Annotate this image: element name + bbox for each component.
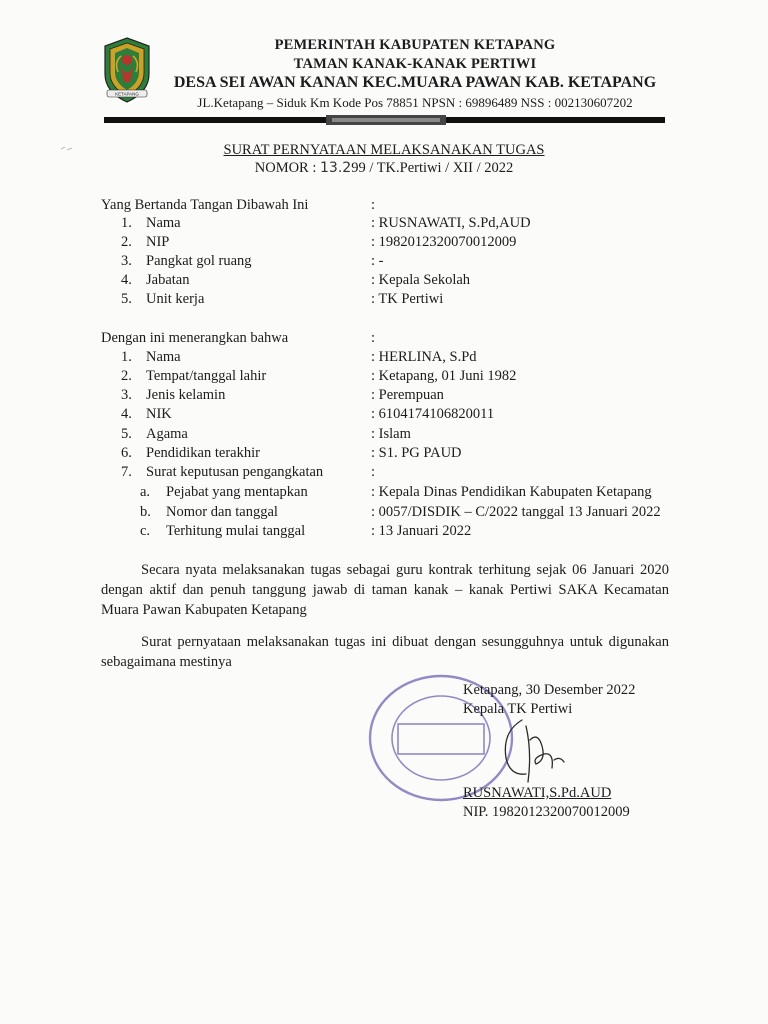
section2-subnum: c. xyxy=(140,523,151,539)
section2-label: NIK xyxy=(146,406,172,422)
section1-heading-colon: : xyxy=(371,197,376,213)
section2-label: Agama xyxy=(146,426,188,442)
letterhead-government: PEMERINTAH KABUPATEN KETAPANG xyxy=(274,37,556,53)
section2-label: Tempat/tanggal lahir xyxy=(146,368,267,384)
section2-num: 3. xyxy=(121,387,132,403)
letterhead-village: DESA SEI AWAN KANAN KEC.MUARA PAWAN KAB. KETAPANG xyxy=(173,74,657,91)
section2-value: : Islam xyxy=(371,426,411,442)
section2-value: : xyxy=(371,464,376,480)
section1-heading: Yang Bertanda Tangan Dibawah Ini xyxy=(101,197,309,213)
section1-num: 2. xyxy=(121,234,132,250)
section2-label: Pendidikan terakhir xyxy=(146,445,260,461)
section2-heading: Dengan ini menerangkan bahwa xyxy=(101,330,289,346)
body-paragraph-1: Secara nyata melaksanakan tugas sebagai guru kontrak terhitung sejak 06 Januari 2020 dengan aktif dan penuh tanggung jawab di taman kanak – kanak Pertiwi SAKA Kecamatan Muara Pawan Kabupaten Ketapang xyxy=(101,562,669,618)
sign-nip: NIP. 1982012320070012009 xyxy=(463,804,630,820)
section2-value: : Perempuan xyxy=(371,387,444,403)
section1-num: 4. xyxy=(121,272,132,288)
section2-num: 6. xyxy=(121,445,132,461)
section2-value: : 6104174106820011 xyxy=(371,406,495,422)
scan-mark-icon xyxy=(60,145,74,153)
letterhead-rule xyxy=(104,115,665,127)
section1-value: : Kepala Sekolah xyxy=(371,272,471,288)
section2-sublabel: Terhitung mulai tanggal xyxy=(166,523,306,539)
section2-label: Jenis kelamin xyxy=(146,387,226,403)
section1-value: : TK Pertiwi xyxy=(371,291,444,307)
section2-sublabel: Pejabat yang mentapkan xyxy=(166,484,308,500)
section2-subvalue: : Kepala Dinas Pendidikan Kabupaten Ketapang xyxy=(371,484,652,500)
section2-num: 7. xyxy=(121,464,132,480)
handwritten-signature-icon xyxy=(492,712,580,790)
section2-subvalue: : 0057/DISDIK – C/2022 tanggal 13 Januari 2022 xyxy=(371,504,661,520)
sign-place-date: Ketapang, 30 Desember 2022 xyxy=(463,682,636,698)
section1-value: : RUSNAWATI, S.Pd,AUD xyxy=(371,215,531,231)
section1-value: : - xyxy=(371,253,384,269)
section1-label: Jabatan xyxy=(146,272,190,288)
section2-label: Nama xyxy=(146,349,181,365)
nomor-suffix: 99 / TK.Pertiwi / XII / 2022 xyxy=(351,160,514,176)
section2-value: : HERLINA, S.Pd xyxy=(371,349,477,365)
logo-ribbon-text: KETAPANG xyxy=(115,91,139,97)
sign-name: RUSNAWATI,S.Pd.AUD xyxy=(463,785,612,801)
section2-num: 2. xyxy=(121,368,132,384)
section2-heading-colon: : xyxy=(371,330,376,346)
section1-num: 3. xyxy=(121,253,132,269)
section1-value: : 1982012320070012009 xyxy=(371,234,517,250)
document-number xyxy=(0,160,768,177)
section1-label: Pangkat gol ruang xyxy=(146,253,252,269)
section2-value: : Ketapang, 01 Juni 1982 xyxy=(371,368,517,384)
section2-num: 1. xyxy=(121,349,132,365)
section2-subvalue: : 13 Januari 2022 xyxy=(371,523,472,539)
section2-subnum: b. xyxy=(140,504,151,520)
section2-subnum: a. xyxy=(140,484,151,500)
section2-num: 5. xyxy=(121,426,132,442)
document-title: SURAT PERNYATAAN MELAKSANAKAN TUGAS xyxy=(223,142,545,158)
letterhead-school: TAMAN KANAK-KANAK PERTIWI xyxy=(293,56,537,72)
section2-label: Surat keputusan pengangkatan xyxy=(146,464,324,480)
nomor-prefix: NOMOR : xyxy=(254,160,321,176)
sign-position: Kepala TK Pertiwi xyxy=(463,701,573,717)
section1-num: 1. xyxy=(121,215,132,231)
section1-label: NIP xyxy=(146,234,170,250)
section2-num: 4. xyxy=(121,406,132,422)
nomor-handwritten: 13.2 xyxy=(320,160,352,176)
section2-value: : S1. PG PAUD xyxy=(371,445,462,461)
kabupaten-crest-icon xyxy=(101,36,153,104)
section1-label: Nama xyxy=(146,215,181,231)
section1-num: 5. xyxy=(121,291,132,307)
body-paragraph-2: Surat pernyataan melaksanakan tugas ini dibuat dengan sesungguhnya untuk digunakan sebagaimana mestinya xyxy=(101,634,669,670)
section2-sublabel: Nomor dan tanggal xyxy=(166,504,278,520)
letterhead-address: JL.Ketapang – Siduk Km Kode Pos 78851 NPSN : 69896489 NSS : 002130607202 xyxy=(197,95,633,110)
section1-label: Unit kerja xyxy=(146,291,205,307)
